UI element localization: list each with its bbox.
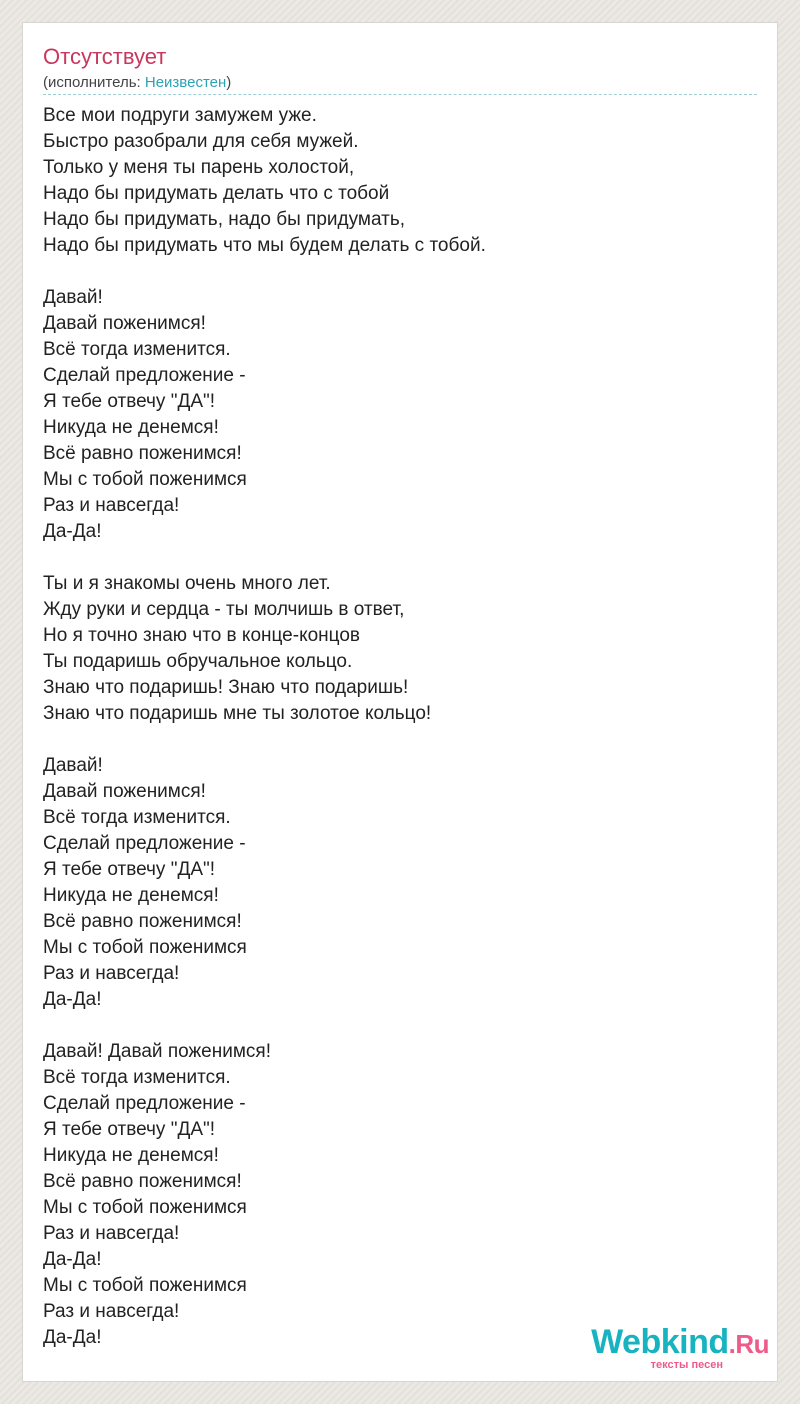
lyrics-text: Все мои подруги замужем уже. Быстро разобрали для себя мужей. Только у меня ты парень холостой, Надо бы придумать делать что с тобой Надо бы придумать, надо бы придумать, Надо бы придумать что мы будем делать с тобой. Давай! Давай поженимся! Всё тогда изменится. Сделай предложение - Я тебе отвечу "ДА"! Никуда не денемся! Всё равно поженимся! Мы с тобой поженимся Раз и навсегда! Да-Да! Ты и я знакомы очень много лет. Жду руки и сердца - ты молчишь в ответ, Но я точно знаю что в конце-концов Ты подаришь обручальное кольцо. Знаю что подаришь! Знаю что подаришь! Знаю что подаришь мне ты золотое кольцо! Давай! Давай поженимся! Всё тогда изменится. Сделай предложение - Я тебе отвечу "ДА"! Никуда не денемся! Всё равно поженимся! Мы с тобой поженимся Раз и навсегда! Да-Да! Давай! Давай поженимся! Всё тогда изменится. Сделай предложение - Я тебе отвечу "ДА"! Никуда не денемся! Всё равно поженимся! Мы с тобой поженимся Раз и навсегда! Да-Да! Мы с тобой поженимся Раз и навсегда! Да-Да! (43, 105, 486, 1348)
lyrics-card (22, 22, 778, 1382)
logo-wordmark (591, 1323, 769, 1363)
logo-main: Webkind (591, 1323, 729, 1361)
logo-tld: .Ru (728, 1329, 769, 1359)
logo-subtitle: тексты песен (650, 1359, 723, 1371)
artist-suffix: ) (226, 74, 232, 91)
artist-link[interactable]: Неизвестен (144, 74, 227, 91)
artist-line (43, 74, 231, 92)
song-title: Отсутствует (43, 44, 167, 69)
artist-prefix: (исполнитель: (43, 74, 145, 91)
title-divider (43, 94, 757, 95)
site-logo[interactable] (569, 1323, 769, 1373)
